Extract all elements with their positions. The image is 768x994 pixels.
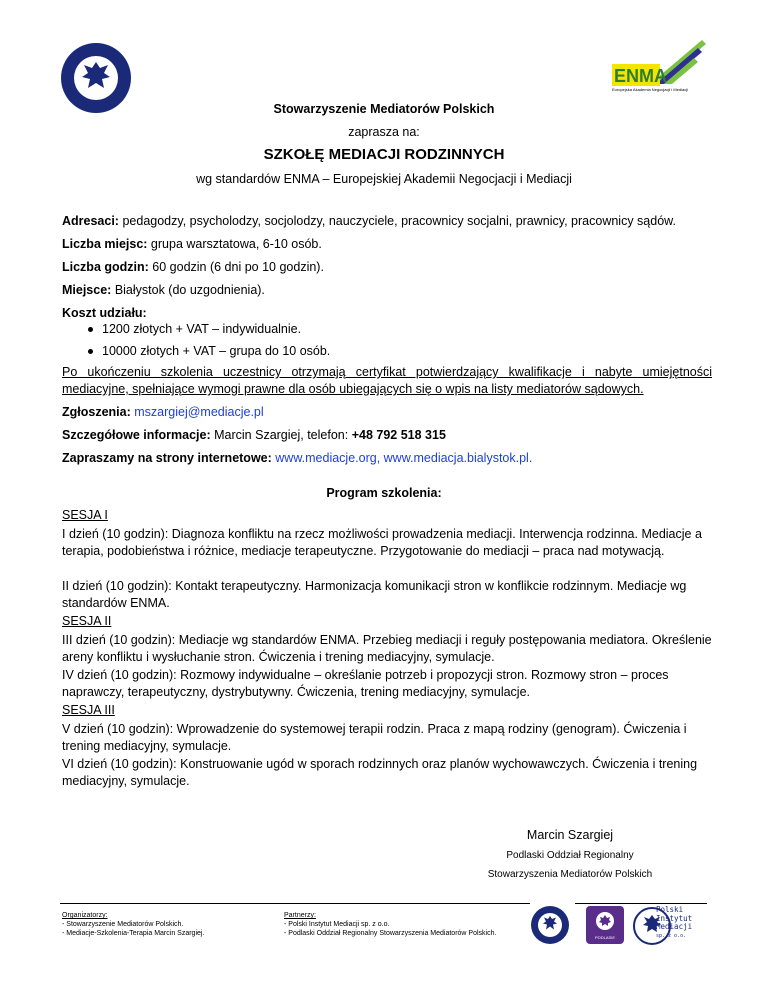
footer-divider <box>60 903 530 904</box>
godzin-value: 60 godzin (6 dni po 10 godzin). <box>148 260 324 274</box>
koszt-item: 1200 złotych + VAT – indywidualnie. <box>62 318 330 340</box>
session-1-heading: SESJA I <box>62 508 108 522</box>
footer-smp-logo <box>530 905 570 945</box>
podlasie-caption: PODLASIE <box>594 935 615 940</box>
koszt-list <box>62 318 330 362</box>
enma-logo <box>610 38 710 96</box>
day-2-text: II dzień (10 godzin): Kontakt terapeutyczny. Harmonizacja komunikacji stron w konflikcie rodzinnym. Mediacje wg standardów ENMA. <box>62 579 687 610</box>
organizer-item: - Stowarzyszenie Mediatorów Polskich. <box>62 921 184 928</box>
signature-name: Marcin Szargiej <box>526 828 614 842</box>
bullet-icon <box>88 349 93 354</box>
signature-line-1: Podlaski Oddział Regionalny <box>506 850 634 861</box>
organizers-block <box>62 911 262 938</box>
szczegoly-label: Szczegółowe informacje: <box>62 428 211 442</box>
miejsc-line <box>62 235 708 253</box>
miejsce-line <box>62 281 708 299</box>
session-3-heading: SESJA III <box>62 703 115 717</box>
email-link[interactable]: mszargiej@mediacje.pl <box>134 405 264 419</box>
day-1-text: I dzień (10 godzin): Diagnoza konfliktu na rzecz możliwości prowadzenia mediacji. Interwencja rodzinna. Mediacje a terapia, podobieństwa i różnice, mediacje terapeutyczne. Przygotowanie do mediacji – praca nad motywacją. <box>62 527 702 558</box>
szczegoly-value: Marcin Szargiej, telefon: <box>210 428 352 442</box>
footer-divider-right <box>575 903 707 904</box>
adresaci-label: Adresaci: <box>62 214 119 228</box>
org-name: Stowarzyszenie Mediatorów Polskich <box>273 102 495 116</box>
organizers-title: Organizatorzy: <box>62 912 108 919</box>
program-heading: Program szkolenia: <box>326 486 442 500</box>
partners-block <box>284 911 534 938</box>
zgloszenia-label: Zgłoszenia: <box>62 405 131 419</box>
invites-text: zaprasza na: <box>348 125 420 139</box>
podlasie-logo <box>585 905 625 945</box>
partners-title: Partnerzy: <box>284 912 316 919</box>
day-5-text: V dzień (10 godzin): Wprowadzenie do systemowej terapii rodzin. Praca z mapą rodziny (genogram). Ćwiczenia i trening mediacyjny, symulacje. <box>62 722 687 753</box>
strony-label: Zapraszamy na strony internetowe: <box>62 451 272 465</box>
course-subtitle: wg standardów ENMA – Europejskiej Akademii Negocjacji i Mediacji <box>196 172 572 186</box>
godzin-label: Liczba godzin: <box>62 260 149 274</box>
adresaci-line <box>62 212 708 230</box>
day-6-text: VI dzień (10 godzin): Konstruowanie ugód w sporach rodzinnych oraz planów wychowawczych. Ćwiczenia i trening mediacyjny, symulacje. <box>62 757 698 788</box>
strony-line <box>62 449 708 467</box>
day-4-text: IV dzień (10 godzin): Rozmowy indywidualne – określanie potrzeb i propozycji stron. Rozmowy stron – proces naprawczy, terapeutyczny, dystrybutywny. Ćwiczenia, trening mediacyjny, symulacje. <box>62 668 669 699</box>
partner-item: - Polski Instytut Mediacji sp. z o.o. <box>284 921 390 928</box>
koszt-label: Koszt udziału: <box>62 306 147 320</box>
partner-item: - Podlaski Oddział Regionalny Stowarzyszenia Mediatorów Polskich. <box>284 930 497 937</box>
certificate-note: Po ukończeniu szkolenia uczestnicy otrzymają certyfikat potwierdzający kwalifikacje i nabyte umiejętności mediacyjne, spełniające wymogi prawne dla osób ubiegających się o wpis na listy mediatorów sądowych. <box>62 365 712 396</box>
miejsce-value: Białystok (do uzgodnienia). <box>111 283 265 297</box>
phone-number: +48 792 518 315 <box>351 428 446 442</box>
organizer-item: - Mediacje-Szkolenia-Terapia Marcin Szargiej. <box>62 930 205 937</box>
pim-logo-text: Polski Instytut Mediacji sp. z o.o. <box>656 905 693 939</box>
website-links[interactable]: www.mediacje.org, www.mediacja.bialystok.pl. <box>275 451 533 465</box>
miejsc-label: Liczba miejsc: <box>62 237 148 251</box>
szczegoly-line <box>62 426 708 444</box>
godzin-line <box>62 258 708 276</box>
enma-caption: Europejska Akademia Negocjacji i Mediacji <box>612 87 689 92</box>
adresaci-value: pedagodzy, psycholodzy, socjolodzy, nauczyciele, pracownicy socjalni, prawnicy, pracownicy sądów. <box>118 214 676 228</box>
miejsce-label: Miejsce: <box>62 283 112 297</box>
bullet-icon <box>88 327 93 332</box>
koszt-item: 10000 złotych + VAT – grupa do 10 osób. <box>62 340 330 362</box>
zgloszenia-line <box>62 403 708 421</box>
session-2-heading: SESJA II <box>62 614 112 628</box>
day-3-text: III dzień (10 godzin): Mediacje wg standardów ENMA. Przebieg mediacji i reguły postępowania mediatora. Określenie areny konfliktu i wysłuchanie stron. Ćwiczenia i trening mediacyjny, symulacje. <box>62 633 712 664</box>
svg-text:ENMA: ENMA <box>614 66 667 86</box>
miejsc-value: grupa warsztatowa, 6-10 osób. <box>147 237 322 251</box>
course-title: SZKOŁĘ MEDIACJI RODZINNYCH <box>263 146 505 163</box>
signature-line-2: Stowarzyszenia Mediatorów Polskich <box>487 869 653 880</box>
